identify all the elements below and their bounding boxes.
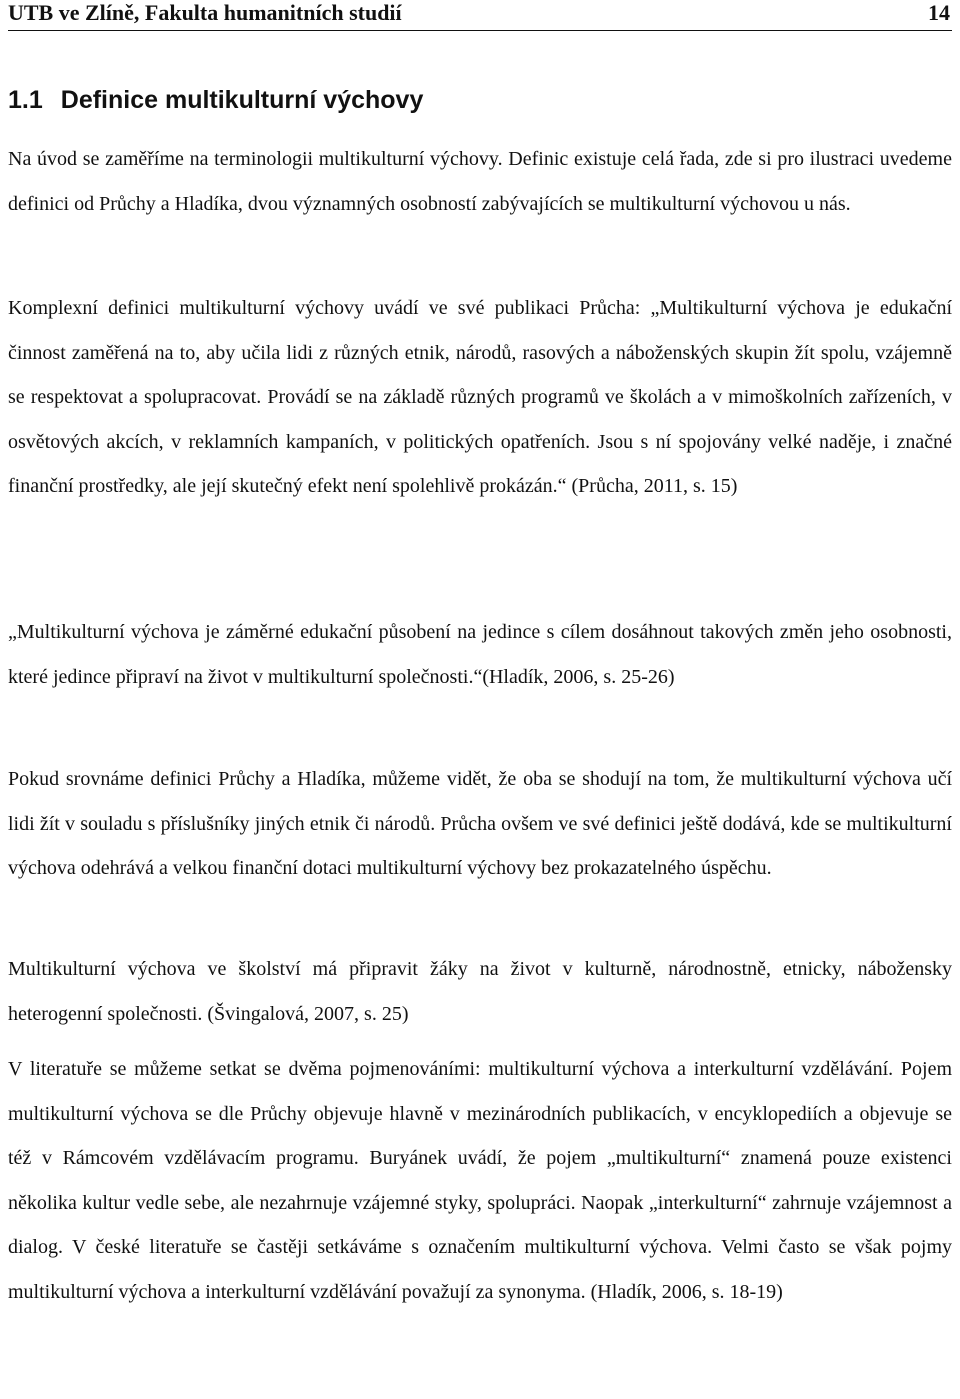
paragraph-intro: Na úvod se zaměříme na terminologii multikulturní výchovy. Definic existuje celá řada, zde si pro ilustraci uvedeme definici od Průchy a Hladíka, dvou významných osobností zabývajících se multikulturní výchovou u nás.: [8, 148, 952, 215]
section-number: 1.1: [8, 86, 43, 114]
paragraph-comparison: Pokud srovnáme definici Průchy a Hladíka, můžeme vidět, že oba se shodují na tom, že multikulturní výchova učí lidi žít v souladu s příslušníky jiných etnik či národů. Průcha ovšem ve své definici ještě dodává, kde se multikulturní výchova odehrává a velkou finanční dotaci multikulturní výchovy bez prokazatelného úspěchu.: [8, 768, 952, 879]
paragraph-hladik-definition: „Multikulturní výchova je záměrné edukační působení na jedince s cílem dosáhnout takových změn jeho osobnosti, které jedince připraví na život v multikulturní společnosti.“(Hladík, 2006, s. 25-26): [8, 621, 952, 688]
paragraph-school-education: Multikulturní výchova ve školství má připravit žáky na život v kulturně, národnostně, etnicky, nábožensky heterogenní společnosti. (Švingalová, 2007, s. 25): [8, 958, 952, 1025]
page-number: 14: [928, 0, 950, 25]
section-title: Definice multikulturní výchovy: [60, 86, 424, 114]
paragraph-terminology: V literatuře se můžeme setkat se dvěma pojmenováními: multikulturní výchova a interkulturní vzdělávání. Pojem multikulturní výchova se dle Průchy objevuje hlavně v mezinárodních publikacích, v encyklopediích a objevuje se též v Rámcovém vzdělávacím programu. Buryánek uvádí, že pojem „multikulturní“ znamená pouze existenci několika kultur vedle sebe, ale nezahrnuje vzájemné styky, spolupráci. Naopak „interkulturní“ zahrnuje vzájemnost a dialog. V české literatuře se častěji setkáváme s označením multikulturní výchova. Velmi často se však pojmy multikulturní výchova a interkulturní vzdělávání považují za synonyma. (Hladík, 2006, s. 18-19): [8, 1058, 952, 1303]
page-header: [8, 0, 952, 31]
header-title: UTB ve Zlíně, Fakulta humanitních studií: [8, 0, 402, 25]
paragraph-prucha-definition: Komplexní definici multikulturní výchovy uvádí ve své publikaci Průcha: „Multikulturní výchova je edukační činnost zaměřená na to, aby učila lidi z různých etnik, národů, rasových a náboženských skupin žít spolu, vzájemně se respektovat a spolupracovat. Provádí se na základě různých programů ve školách a v mimoškolních zařízeních, v osvětových akcích, v reklamních kampaních, v politických opatřeních. Jsou s ní spojovány velké naděje, i značné finanční prostředky, ale její skutečný efekt není spolehlivě prokázán.“ (Průcha, 2011, s. 15): [8, 297, 952, 497]
section-heading: [8, 82, 423, 118]
